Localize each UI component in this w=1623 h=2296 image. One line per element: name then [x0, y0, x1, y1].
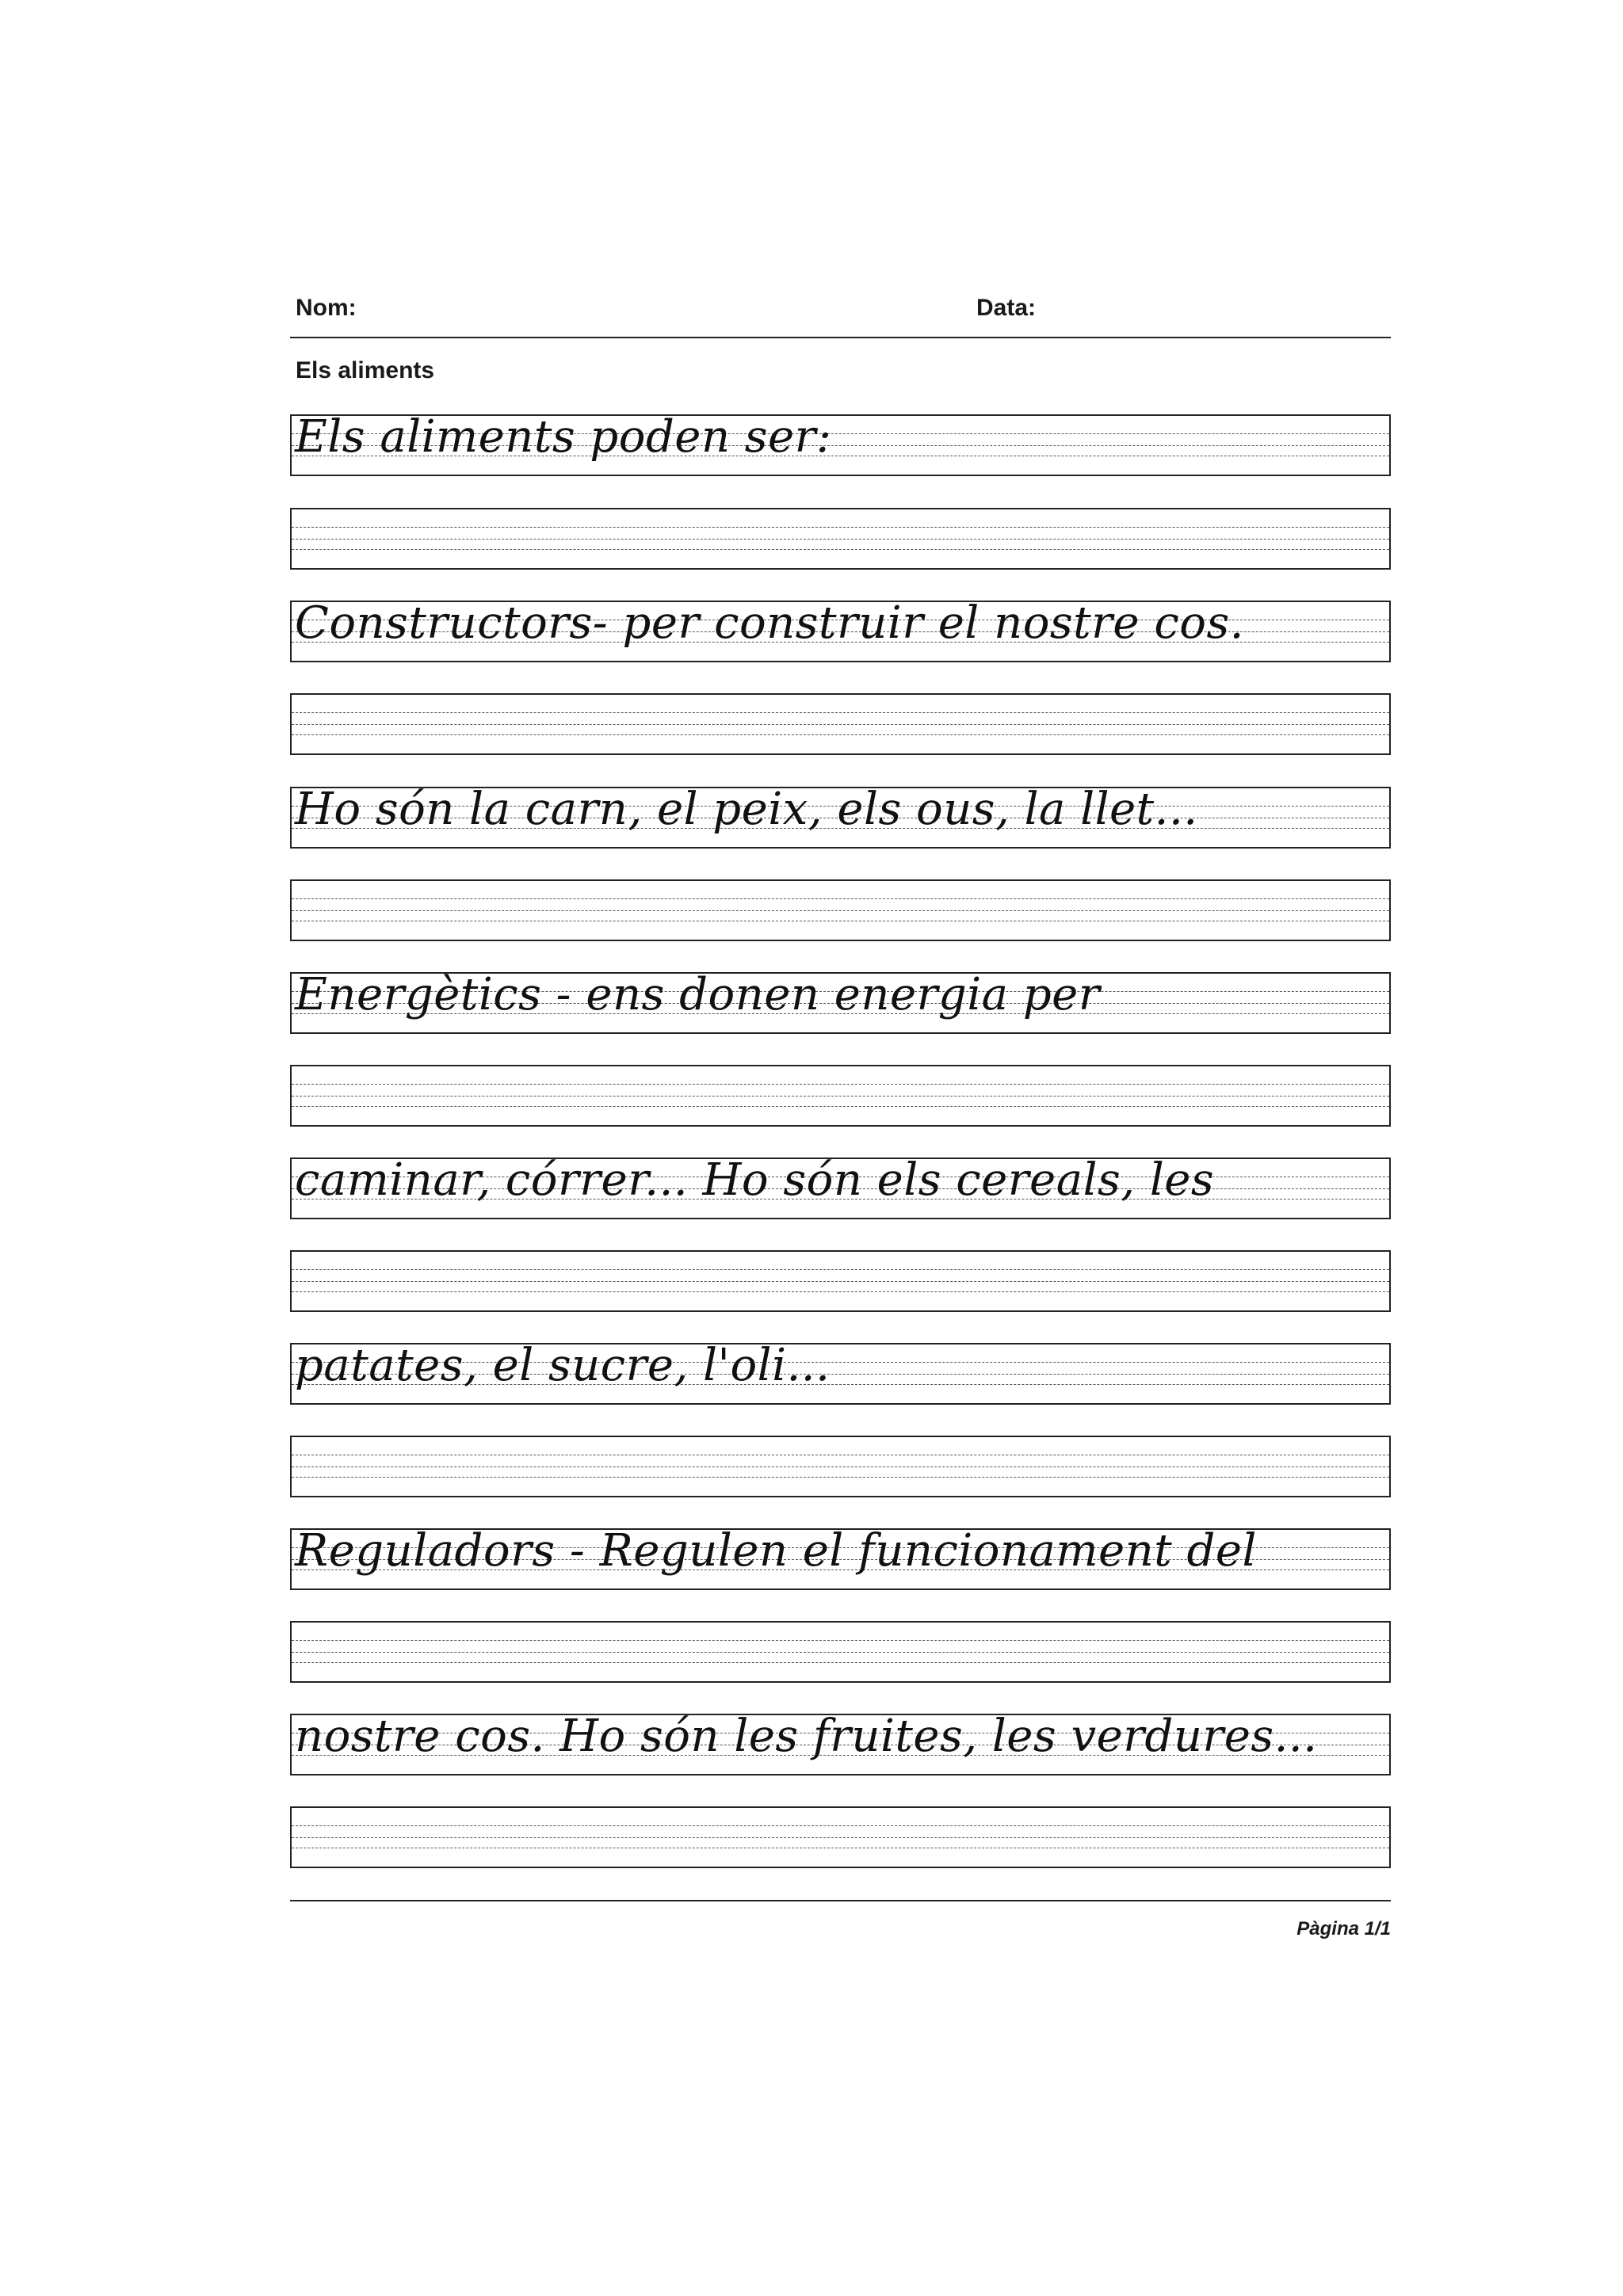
worksheet-title: Els aliments [296, 357, 435, 383]
cursive-line: patates, el sucre, l'oli... [295, 1340, 831, 1391]
writing-row[interactable] [290, 1065, 1391, 1127]
writing-row[interactable] [290, 1711, 1391, 1775]
writing-row[interactable] [290, 879, 1391, 941]
writing-row[interactable] [290, 1340, 1391, 1405]
writing-row[interactable] [290, 1154, 1391, 1219]
writing-row[interactable] [290, 693, 1391, 755]
cursive-line: nostre cos. Ho són les fruites, les verdures... [295, 1711, 1318, 1762]
writing-row[interactable] [290, 1621, 1391, 1683]
cursive-line: Reguladors - Regulen el funcionament del [295, 1525, 1257, 1577]
cursive-line: Els aliments poden ser: [295, 411, 832, 463]
date-label: Data: [976, 295, 1037, 321]
writing-row[interactable] [290, 1525, 1391, 1590]
page-number: Pàgina 1/1 [1296, 1918, 1391, 1939]
writing-row[interactable] [290, 784, 1391, 849]
writing-row[interactable] [290, 1436, 1391, 1497]
writing-row[interactable] [290, 508, 1391, 570]
writing-row[interactable] [290, 597, 1391, 662]
cursive-line: Ho són la carn, el peix, els ous, la llet... [295, 784, 1198, 835]
writing-row[interactable] [290, 1806, 1391, 1868]
writing-row[interactable] [290, 969, 1391, 1034]
writing-row[interactable] [290, 1250, 1391, 1312]
cursive-line: Constructors- per construir el nostre cos. [295, 597, 1244, 649]
name-label: Nom: [296, 295, 357, 321]
cursive-line: Energètics - ens donen energia per [295, 969, 1101, 1020]
writing-row[interactable] [290, 411, 1391, 476]
footer-divider [290, 1900, 1391, 1901]
header-divider [290, 337, 1391, 338]
cursive-line: caminar, córrer... Ho són els cereals, les [295, 1154, 1215, 1206]
